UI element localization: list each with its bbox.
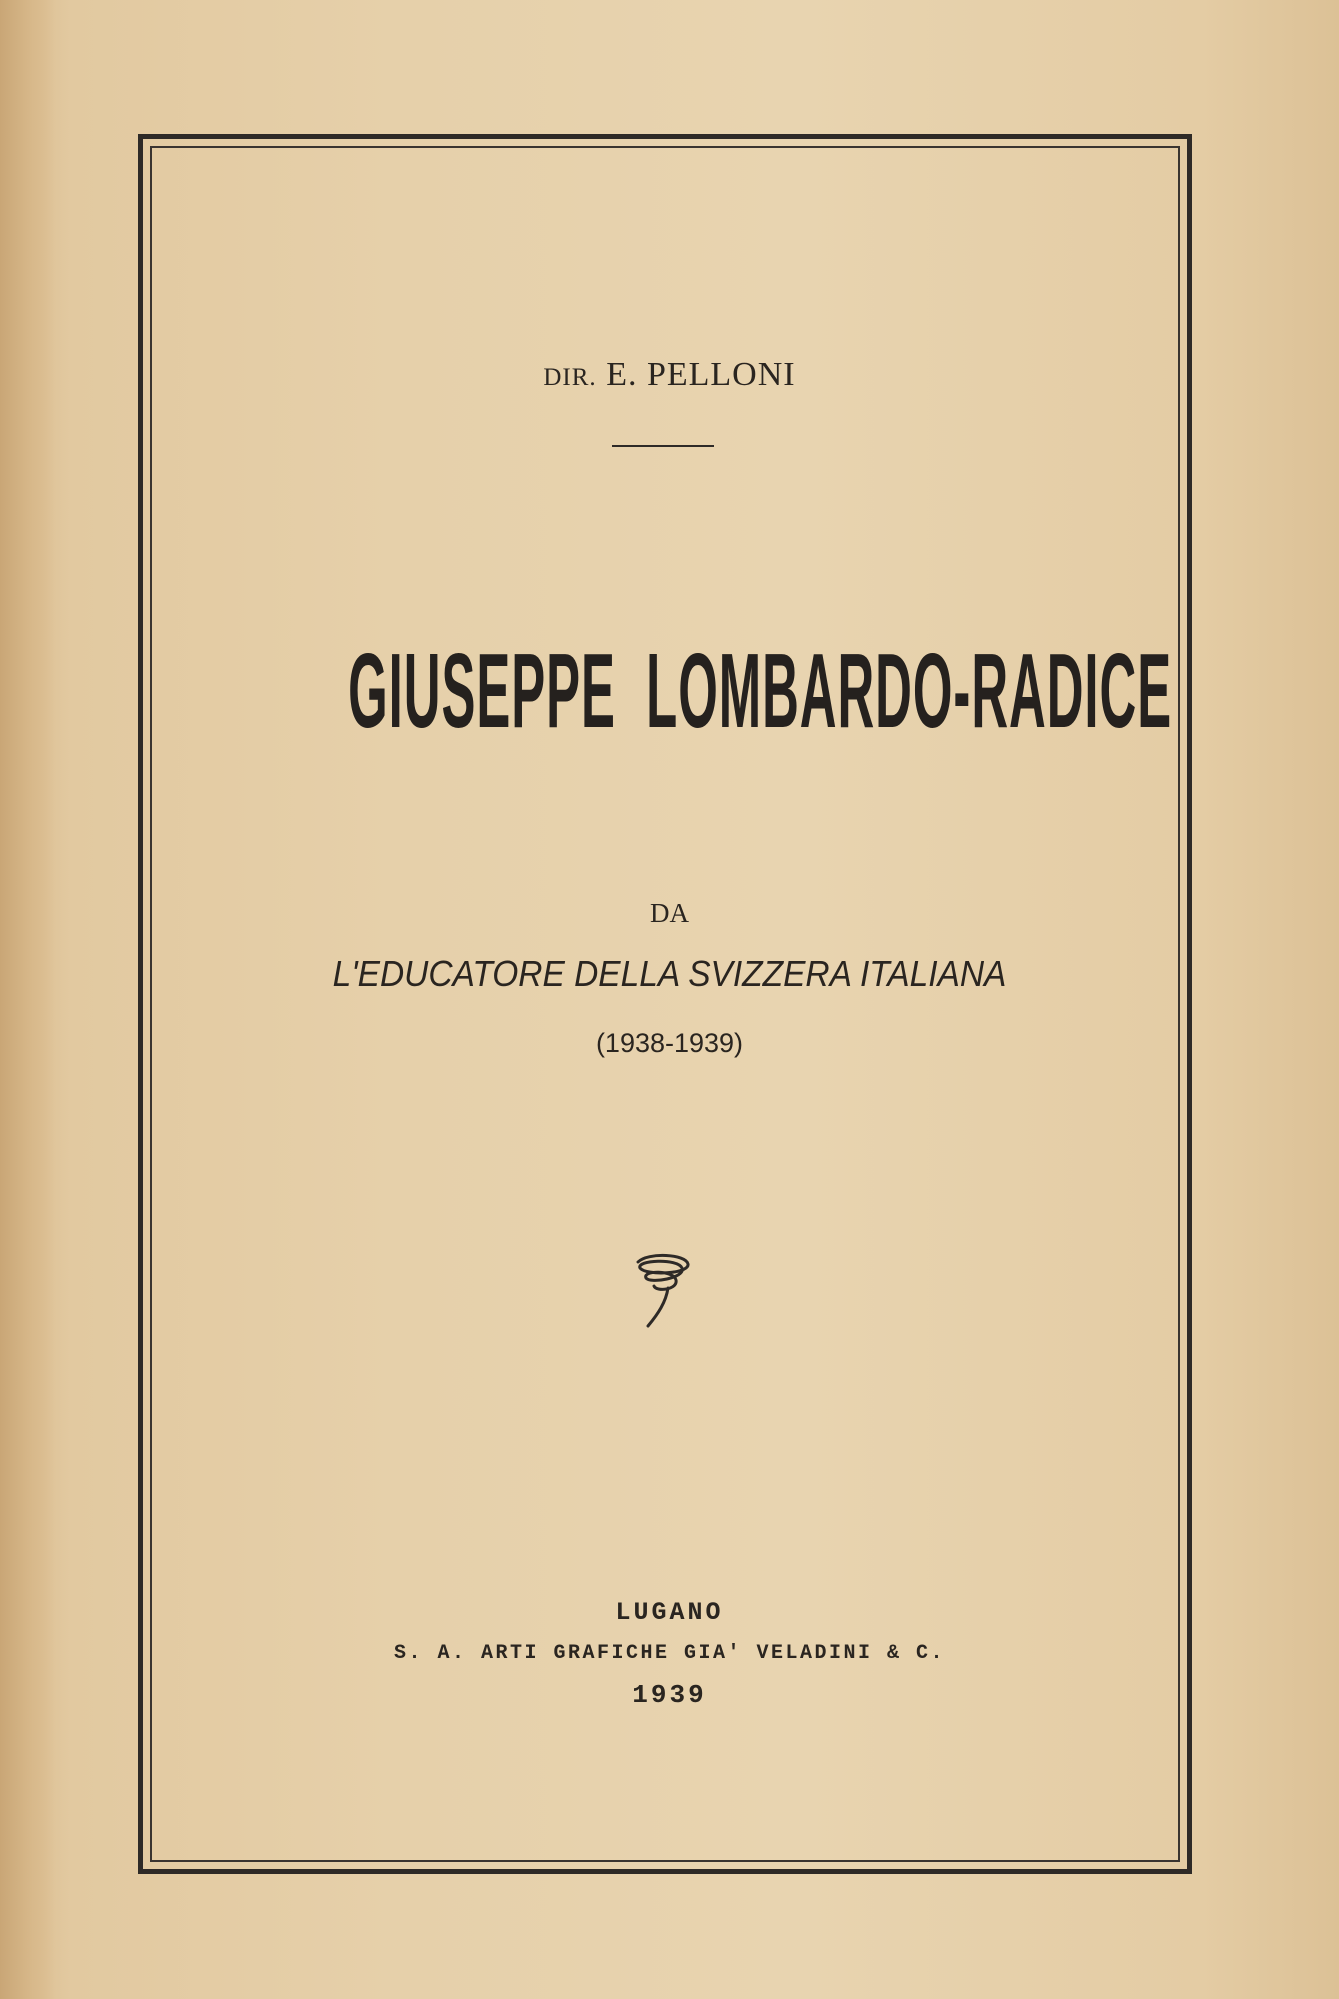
journal-title: L'EDUCATORE DELLA SVIZZERA ITALIANA — [332, 953, 1007, 994]
journal-years: (1938-1939) — [595, 1028, 744, 1058]
author-name: E. PELLONI — [606, 356, 796, 393]
book-title: GIUSEPPE LOMBARDO-RADICE — [348, 632, 1173, 750]
imprint-publisher: S. A. ARTI GRAFICHE GIA' VELADINI & C. — [393, 1642, 946, 1665]
author-prefix: DIR. — [543, 364, 597, 391]
imprint-year: 1939 — [632, 1680, 707, 1710]
spiral-ornament-icon — [628, 1248, 698, 1332]
author-line — [0, 356, 1339, 394]
imprint-city: LUGANO — [615, 1598, 724, 1627]
divider-rule — [612, 445, 714, 447]
from-label: DA — [650, 898, 689, 928]
